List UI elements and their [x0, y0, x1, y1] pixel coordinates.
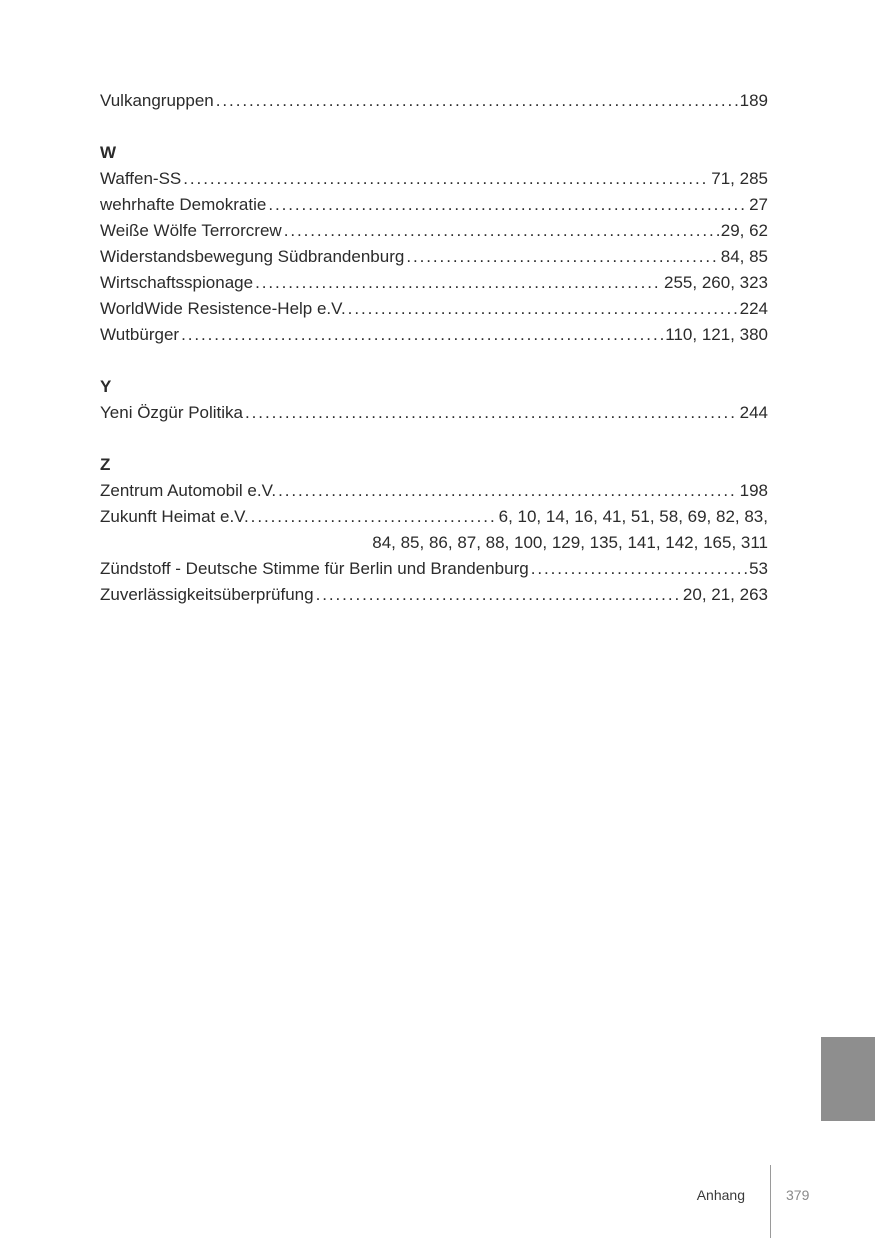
index-term: Zentrum Automobil e.V. — [100, 481, 277, 500]
index-pages: 71, 285 — [711, 169, 768, 188]
index-entry — [100, 296, 768, 322]
section-letter: W — [100, 143, 117, 162]
section-letter: Y — [100, 377, 112, 396]
index-entry — [100, 244, 768, 270]
index-entry — [100, 322, 768, 348]
dot-leader — [183, 166, 709, 192]
index-term: Wirtschaftsspionage — [100, 273, 254, 292]
dot-leader — [268, 192, 747, 218]
index-term: Vulkangruppen — [100, 91, 214, 110]
section-gap — [100, 114, 768, 140]
index-entry — [100, 556, 768, 582]
index-entry — [100, 400, 768, 426]
dot-leader — [181, 322, 663, 348]
index-pages: 110, 121, 380 — [665, 325, 768, 344]
index-entry — [100, 166, 768, 192]
dot-leader — [284, 218, 719, 244]
dot-leader — [255, 270, 662, 296]
index-pages: 53 — [749, 559, 768, 578]
index-pages: 198 — [739, 481, 768, 500]
index-term: Zuverlässigkeitsüberprüfung — [100, 585, 314, 604]
dot-leader — [406, 244, 718, 270]
dot-leader — [531, 556, 747, 582]
index-term: Zukunft Heimat e.V. — [100, 507, 249, 526]
index-pages-continuation: 84, 85, 86, 87, 88, 100, 129, 135, 141, 142, 165, 311 — [372, 533, 768, 552]
dot-leader — [216, 88, 738, 114]
index-pages: 224 — [739, 299, 768, 318]
index-term: Waffen-SS — [100, 169, 182, 188]
index-pages: 189 — [739, 91, 768, 110]
index-entry — [100, 270, 768, 296]
index-term: Yeni Özgür Politika — [100, 403, 244, 422]
dot-leader — [251, 504, 497, 530]
index-entry — [100, 88, 768, 114]
index-term: Wutbürger — [100, 325, 180, 344]
dot-leader — [278, 478, 738, 504]
index-entry — [100, 192, 768, 218]
index-entry — [100, 218, 768, 244]
index-term: Weiße Wölfe Terrorcrew — [100, 221, 282, 240]
index-entry — [100, 478, 768, 504]
footer-divider — [770, 1165, 771, 1238]
footer-section-label: Anhang — [696, 1187, 745, 1203]
index-term: WorldWide Resistence-Help e.V. — [100, 299, 346, 318]
section-gap — [100, 426, 768, 452]
index-pages: 244 — [739, 403, 768, 422]
chapter-thumb-tab — [821, 1037, 875, 1121]
index-entry — [100, 504, 768, 530]
index-pages: 6, 10, 14, 16, 41, 51, 58, 69, 82, 83, — [498, 507, 768, 526]
index-list — [100, 88, 768, 608]
index-pages: 255, 260, 323 — [664, 273, 768, 292]
section-letter: Z — [100, 455, 111, 474]
index-pages: 20, 21, 263 — [682, 585, 768, 604]
index-term: wehrhafte Demokratie — [100, 195, 267, 214]
dot-leader — [316, 582, 681, 608]
index-term: Widerstandsbewegung Südbrandenburg — [100, 247, 405, 266]
index-pages: 29, 62 — [720, 221, 768, 240]
section-gap — [100, 348, 768, 374]
dot-leader — [245, 400, 738, 426]
index-entry — [100, 582, 768, 608]
index-pages: 27 — [749, 195, 768, 214]
dot-leader — [348, 296, 738, 322]
index-pages: 84, 85 — [720, 247, 768, 266]
page-number: 379 — [786, 1187, 810, 1203]
index-term: Zündstoff - Deutsche Stimme für Berlin und Brandenburg — [100, 559, 529, 578]
